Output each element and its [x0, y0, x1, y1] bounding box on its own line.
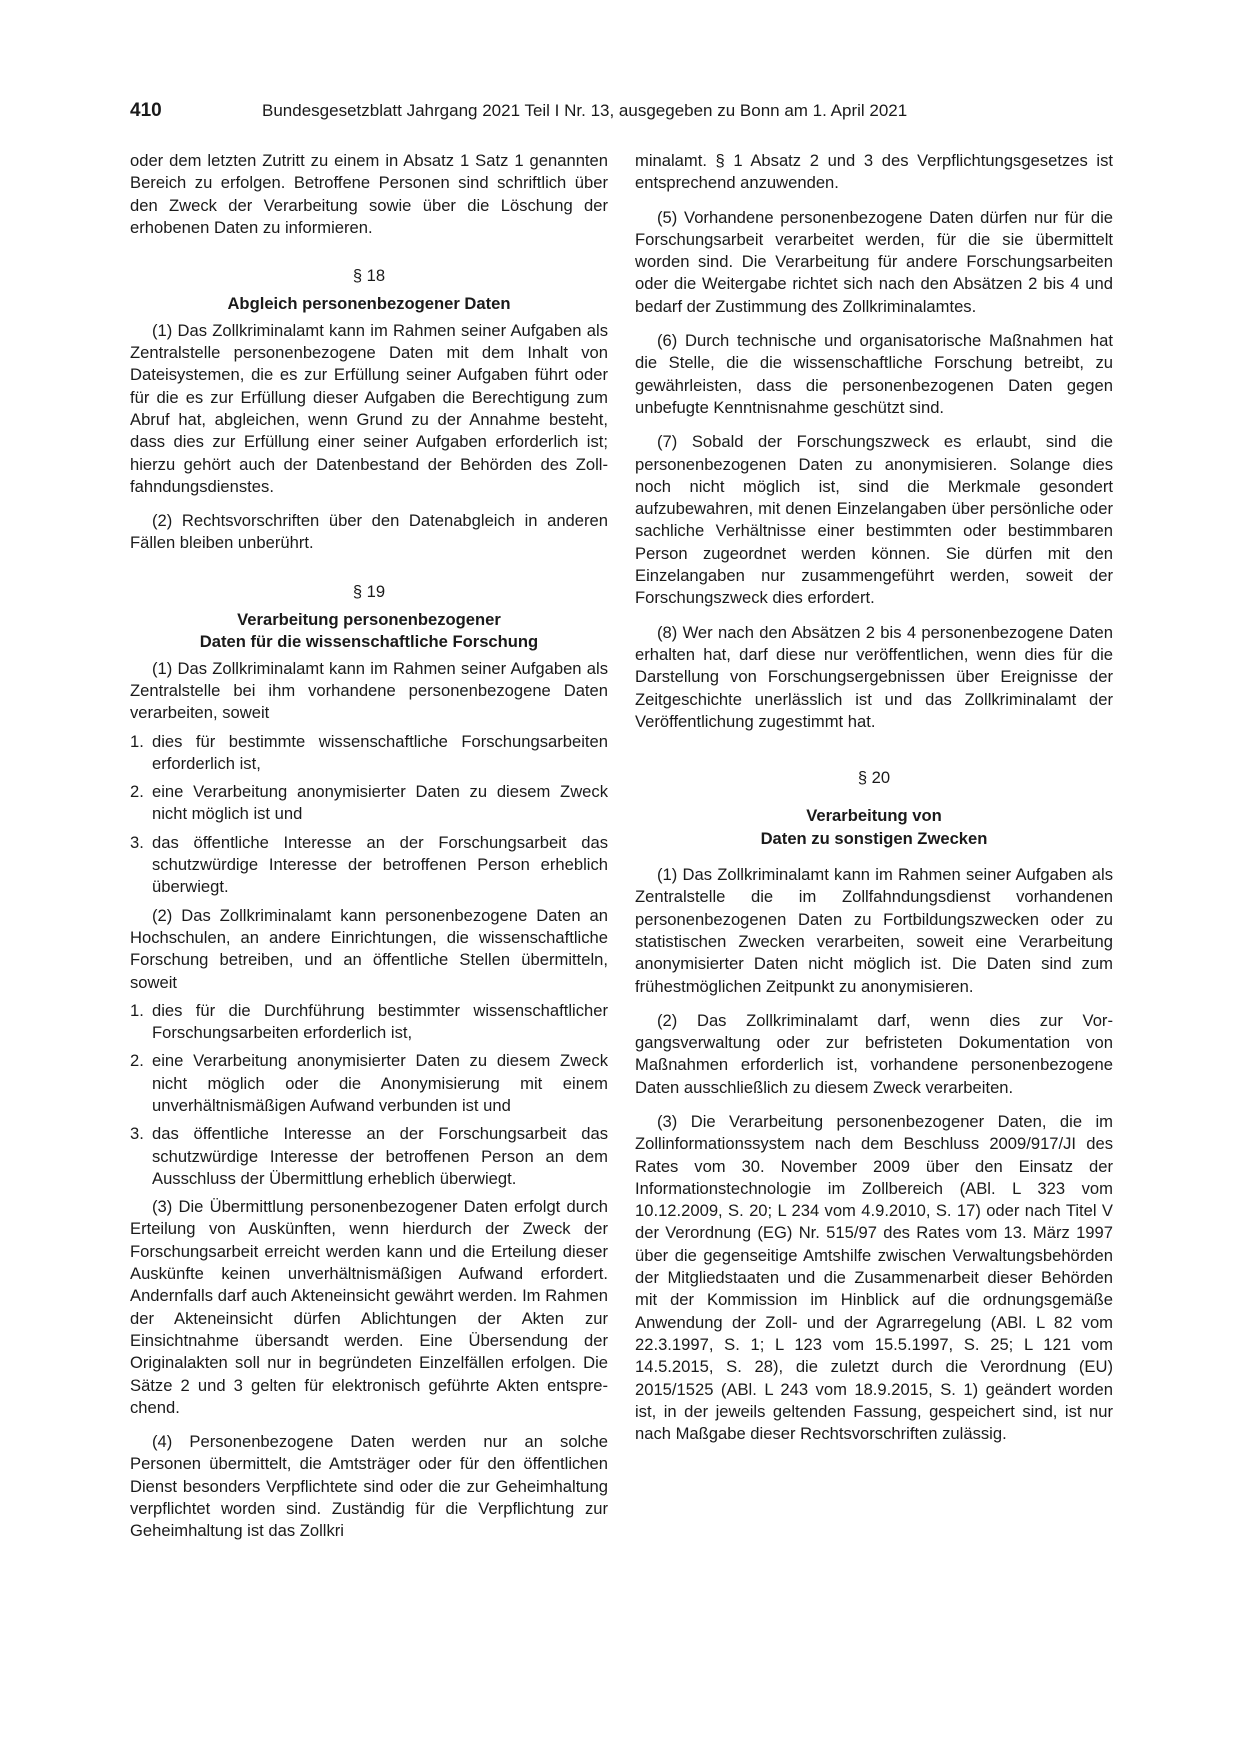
s20-paragraph-1: (1) Das Zollkriminalamt kann im Rahmen seiner Aufgaben als Zentralstelle die im Zollfahndungsdienst vorhandenen personenbezogenen Daten zu Fortbildungszwecken oder zu statistischen Zwecken verarbeiten, soweit eine Verarbeitung anonymisierter Daten nicht möglich ist. Die Daten sind zum frühestmöglichen Zeitpunkt zu anonymisieren.: [635, 865, 1113, 996]
s20-paragraph-2: (2) Das Zollkriminalamt darf, wenn dies zur Vorgangsverwaltung oder zur befristeten Dokumentation von Maßnahmen erforderlich ist, vorhandene personenbezogene Daten ausschließlich zu diesem Zweck verarbeiten.: [635, 1010, 1113, 1097]
s19-p2-list: [130, 1000, 608, 1190]
list-item: [130, 1000, 608, 1045]
list-item-text: dies für die Durchführung bestimmter wissenschaftlicher Forschungsarbeiten erforderlich ist,: [152, 1000, 608, 1043]
s19-paragraph-2: (2) Das Zollkriminalamt kann personenbezogene Daten an Hochschulen, an andere Einrichtungen, die wissenschaftliche Forschung betreiben, und an öffentliche Stellen übermitteln, soweit: [130, 905, 608, 992]
s19-paragraph-7: (7) Sobald der Forschungszweck es erlaubt, sind die personenbezogenen Daten zu anonymisieren. Solange dies noch nicht möglich ist, sind die Merkmale gesondert aufzubewahren, mit denen Einzelangaben über persönliche oder sachliche Verhältnisse einer bestimmten oder bestimmbaren Person zugeordnet werden können. Sie dürfen mit den Einzelangaben nur zusammengeführt werden, soweit der Forschungszweck dies erfordert.: [635, 432, 1113, 608]
s19-paragraph-4-continued: minalamt. § 1 Absatz 2 und 3 des Verpflichtungsgesetzes ist entsprechend anzuwenden.: [635, 151, 1113, 193]
list-item-number: 1.: [130, 731, 144, 751]
intro-paragraph: oder dem letzten Zutritt zu einem in Absatz 1 Satz 1 genannten Bereich zu erfolgen. Betroffene Personen sind schriftlich über den Zweck der Verarbeitung sowie über die Löschung der erhobenen Daten zu informieren.: [130, 151, 608, 237]
section-title-18: Abgleich personenbezogener Daten: [227, 294, 511, 314]
list-item-text: das öffentliche Interesse an der Forschungsarbeit das schutzwürdige Interesse der betroffenen Person an dem Ausschluss der Übermittlung erheblich überwiegt.: [152, 1124, 608, 1188]
right-column: [635, 150, 1113, 1457]
s19-p1-list: [130, 731, 608, 899]
section-title-20-line-1: Verarbeitung von: [806, 806, 942, 826]
s19-paragraph-4: (4) Personenbezogene Daten werden nur an solche Personen übermittelt, die Amtsträger oder für den öffentlichen Dienst besonders Verpflichtete sind oder die zur Geheimhaltung verpflichtet worden sind. Zuständig für die Verpflichtung zur Geheimhaltung ist das Zollkri: [130, 1432, 608, 1541]
list-item-number: 3.: [130, 832, 144, 852]
section-title-19-line-2: Daten für die wissenschaftliche Forschung: [199, 632, 539, 652]
s19-paragraph-3: (3) Die Übermittlung personenbezogener Daten erfolgt durch Erteilung von Auskünften, wenn hierdurch der Zweck der Forschungsarbeit erreicht werden kann und die Erteilung dieser Auskünfte keinen unverhältnismäßigen Aufwand erfordert. Andernfalls darf auch Akteneinsicht gewährt werden. Im Rahmen der Akteneinsicht dürfen Ablichtungen der Akten zur Einsichtnahme übersandt werden. Eine Übersendung der Originalakten soll nur in begründeten Einzelfällen erfolgen. Die Sätze 2 und 3 gelten für elektronisch geführte Akten entsprechend.: [130, 1197, 608, 1417]
list-item-number: 3.: [130, 1124, 144, 1144]
s19-paragraph-1: (1) Das Zollkriminalamt kann im Rahmen seiner Aufgaben als Zentralstelle bei ihm vorhandene personenbezogene Daten verarbeiten, soweit: [130, 658, 608, 723]
section-number-18: § 18: [352, 266, 386, 286]
list-item-text: eine Verarbeitung anonymisierter Daten zu diesem Zweck nicht möglich ist und: [152, 782, 608, 824]
list-item-number: 2.: [130, 1051, 144, 1071]
s18-paragraph-2: (2) Rechtsvorschriften über den Datenabgleich in anderen Fällen bleiben unberührt.: [130, 511, 608, 553]
running-head: Bundesgesetzblatt Jahrgang 2021 Teil I Nr. 13, ausgegeben zu Bonn am 1. April 2021: [262, 101, 908, 120]
list-item-number: 2.: [130, 782, 144, 802]
s19-paragraph-6: (6) Durch technische und organisatorische Maßnahmen hat die Stelle, die die wissenschaftliche Forschung betreibt, zu gewährleisten, dass die personenbezogenen Daten gegen unbefugte Kenntnisnahme geschützt sind.: [635, 331, 1113, 417]
list-item: [130, 832, 608, 899]
list-item-text: dies für bestimmte wissenschaftliche Forschungsarbeiten erforderlich ist,: [152, 731, 608, 773]
list-item-number: 1.: [130, 1000, 144, 1020]
section-title-19-line-1: Verarbeitung personenbezogener: [237, 610, 501, 630]
section-number-19: § 19: [352, 581, 386, 601]
list-item: [130, 731, 608, 776]
s19-paragraph-5: (5) Vorhandene personenbezogene Daten dürfen nur für die Forschungsarbeit verarbeitet werden, für die sie übermittelt worden sind. Die Verarbeitung für andere Forschungsarbeiten oder die Weitergabe richtet sich nach den Absätzen 2 bis 4 und bedarf der Zustimmung des Zollkriminalamtes.: [635, 207, 1113, 316]
list-item: [130, 1123, 608, 1190]
list-item: [130, 781, 608, 826]
left-column: [130, 150, 608, 1555]
page-number: 410: [130, 100, 162, 121]
section-title-20-line-2: Daten zu sonstigen Zwecken: [760, 828, 988, 848]
s19-paragraph-8: (8) Wer nach den Absätzen 2 bis 4 personenbezogene Daten erhalten hat, darf diese nur veröffentlichen, wenn dies für die Darstellung von Forschungsergebnissen über Ereignisse der Zeitgeschichte unerlässlich ist und das Zollkriminalamt der Veröffentlichung zugestimmt hat.: [635, 622, 1113, 731]
s18-paragraph-1: (1) Das Zollkriminalamt kann im Rahmen seiner Aufgaben als Zentralstelle personenbezogene Daten mit dem Inhalt von Dateisystemen, die es zur Erfüllung seiner Aufgaben führt oder für die es zur Erfüllung dieser Aufgaben die Berechtigung zum Abruf hat, abgleichen, wenn Grund zu der Annahme besteht, dass dies zur Erfüllung einer seiner Aufgaben erforderlich ist; hierzu gehört auch der Datenbestand der Behörden des Zollfahndungsdienstes.: [130, 320, 608, 496]
section-number-20: § 20: [857, 768, 891, 788]
s20-paragraph-3: (3) Die Verarbeitung personenbezogener Daten, die im Zollinformationssystem nach dem Beschluss 2009/917/JI des Rates vom 30. November 2009 über den Einsatz der Informationstechnologie im Zollbereich (ABl. L 323 vom 10.12.2009, S. 20; L 234 vom 4.9.2010, S. 17) oder nach Titel V der Verordnung (EG) Nr. 515/97 des Rates vom 13. März 1997 über die gegenseitige Amtshilfe zwischen Verwaltungsbehörden der Mitgliedstaaten und die Zusammenarbeit dieser Behörden mit der Kommission im Hinblick auf die ordnungsgemäße Anwendung der Zoll- und der Agrarregelung (ABl. L 82 vom 22.3.1997, S. 1; L 123 vom 15.5.1997, S. 25; L 121 vom 14.5.2015, S. 28), die zuletzt durch die Verordnung (EU) 2015/1525 (ABl. L 243 vom 18.9.2015, S. 1) geändert worden ist, in der jeweils geltenden Fassung, gespeichert sind, ist nur nach Maßgabe dieser Rechtsvorschriften zulässig.: [635, 1111, 1113, 1444]
section-title-19: [130, 609, 608, 654]
list-item: [130, 1050, 608, 1117]
list-item-text: eine Verarbeitung anonymisierter Daten zu diesem Zweck nicht möglich oder die Anonymisierung mit einem unverhältnismäßigen Aufwand verbunden ist und: [152, 1051, 608, 1115]
section-title-20: [635, 805, 1113, 850]
list-item-text: das öffentliche Interesse an der Forschungsarbeit das schutzwürdige Interesse der betroffenen Person erheblich überwiegt.: [152, 832, 608, 897]
